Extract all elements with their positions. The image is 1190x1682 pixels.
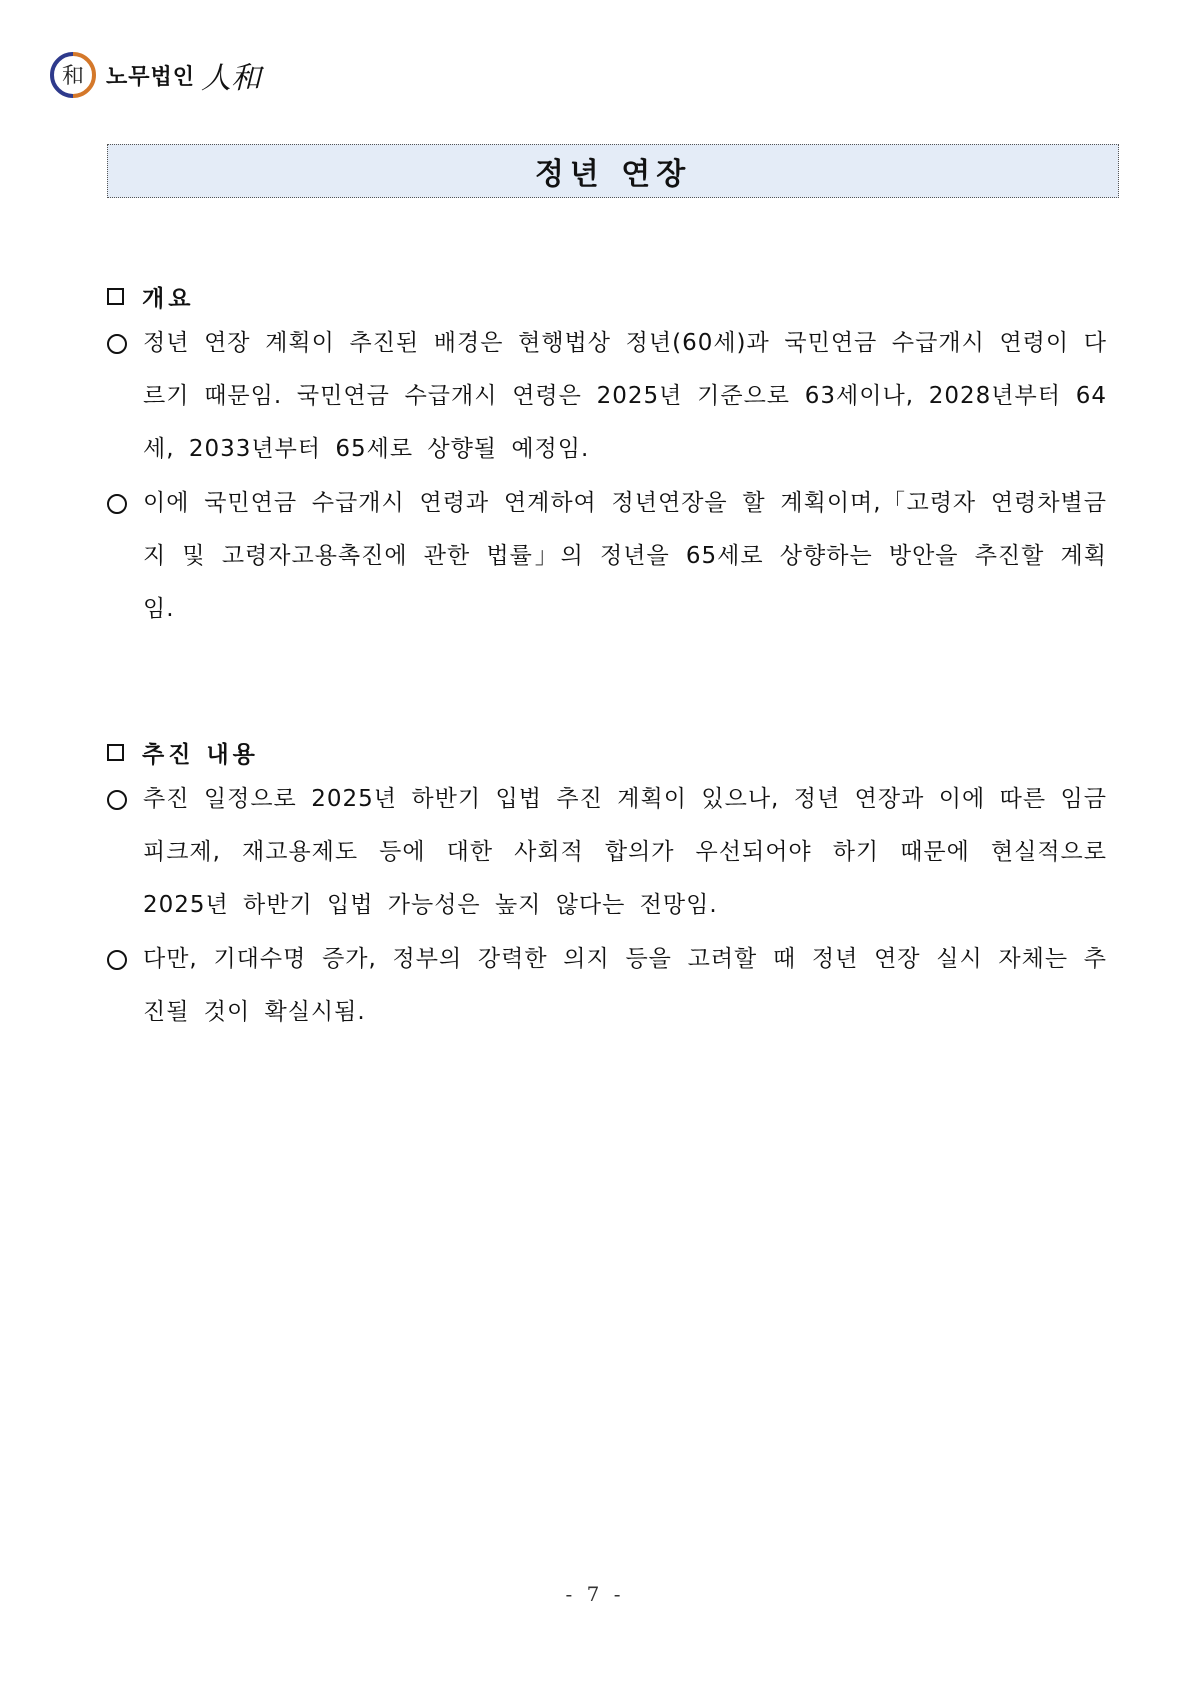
circle-bullet-icon xyxy=(107,494,127,514)
company-emblem-icon xyxy=(50,52,96,98)
page-title: 정년 연장 xyxy=(534,157,692,192)
square-bullet-icon xyxy=(107,744,124,761)
section-progress xyxy=(107,732,1107,1039)
list-item xyxy=(107,933,1107,1039)
square-bullet-icon xyxy=(107,288,124,305)
company-script-name: 人和 xyxy=(201,61,262,96)
title-banner xyxy=(107,144,1119,198)
section-overview xyxy=(107,276,1107,636)
logo-glyph: 和 xyxy=(61,64,85,89)
company-logo xyxy=(50,52,261,98)
circle-bullet-icon xyxy=(107,950,127,970)
list-item-text: 추진 일정으로 2025년 하반기 입법 추진 계획이 있으나, 정년 연장과 이에 따른 임금피크제, 재고용제도 등에 대한 사회적 합의가 우선되어야 하기 때문에 현실적으로 2025년 하반기 입법 가능성은 높지 않다는 전망임. xyxy=(143,786,1107,918)
list-item xyxy=(107,317,1107,476)
page-number: - 7 - xyxy=(565,1582,625,1606)
section-heading xyxy=(107,276,1107,316)
list-item xyxy=(107,477,1107,636)
section-heading-label: 개요 xyxy=(142,285,195,312)
list-item-text: 이에 국민연금 수급개시 연령과 연계하여 정년연장을 할 계획이며,「고령자 연령차별금지 및 고령자고용촉진에 관한 법률」의 정년을 65세로 상향하는 방안을 추진할 계획임. xyxy=(143,490,1107,622)
company-name: 노무법인 xyxy=(106,64,196,90)
list-item xyxy=(107,773,1107,932)
section-heading xyxy=(107,732,1107,772)
circle-bullet-icon xyxy=(107,790,127,810)
circle-bullet-icon xyxy=(107,334,127,354)
list-item-text: 정년 연장 계획이 추진된 배경은 현행법상 정년(60세)과 국민연금 수급개시 연령이 다르기 때문임. 국민연금 수급개시 연령은 2025년 기준으로 63세이나, 2028년부터 64세, 2033년부터 65세로 상향될 예정임. xyxy=(143,330,1107,462)
list-item-text: 다만, 기대수명 증가, 정부의 강력한 의지 등을 고려할 때 정년 연장 실시 자체는 추진될 것이 확실시됨. xyxy=(143,946,1107,1025)
section-heading-label: 추진 내용 xyxy=(142,741,259,768)
